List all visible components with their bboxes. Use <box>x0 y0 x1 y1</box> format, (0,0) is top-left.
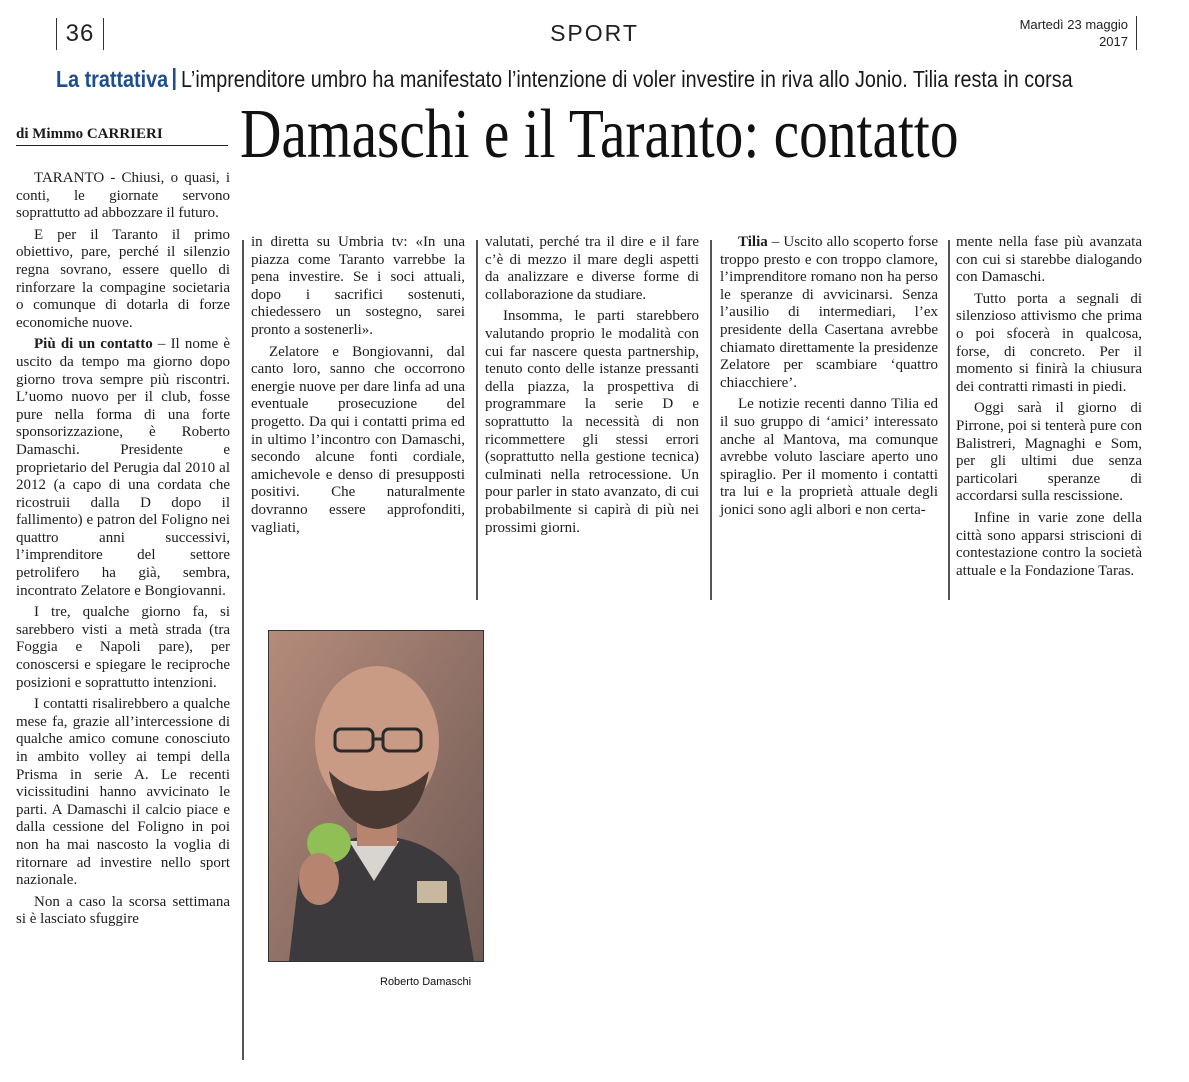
column-rule <box>948 240 950 600</box>
paragraph: I contatti risalirebbero a qualche mese fa, grazie all’intercessione di qualche amico comune conosciuto in ambito volley ai tempi della Prisma in serie A. Le recenti vicissitudini hanno avvicinato le parti. A Damaschi il calcio piace e dalla cessione del Foligno in poi non ha mai nascosto la voglia di ritornare ad investire nello sport nazionale. <box>16 696 230 889</box>
section-title: SPORT <box>550 20 639 46</box>
column-rule <box>242 240 244 1060</box>
byline: di Mimmo CARRIERI <box>16 126 228 146</box>
headline: Damaschi e il Taranto: contatto <box>240 96 959 173</box>
photo-caption: Roberto Damaschi <box>380 976 472 988</box>
photo-roberto-damaschi <box>268 630 484 962</box>
kicker-separator <box>173 68 176 90</box>
paragraph: in diretta su Umbria tv: «In una piazza come Taranto varrebbe la pena investire. Se i soci attuali, dopo i sacrifici sostenuti, chiedessero un sostegno, sarei pronto a sostenerli». <box>251 234 465 338</box>
paragraph <box>16 336 230 600</box>
kicker-text: L’imprenditore umbro ha manifestato l’intenzione di voler investire in riva allo Jonio. Tilia resta in corsa <box>181 66 1073 92</box>
paragraph: TARANTO - Chiusi, o quasi, i conti, le giornate servono soprattutto ad abbozzare il futuro. <box>16 170 230 222</box>
column-rule <box>476 240 478 600</box>
portrait-illustration <box>269 631 483 961</box>
paragraph: Tutto porta a segnali di silenzioso attivismo che prima o poi sfocerà in qualcosa, forse, di concreto. Per il momento si finirà la chiusura dei contratti rimasti in piedi. <box>956 290 1142 395</box>
date-line-1: Martedì 23 maggio <box>1019 17 1128 32</box>
subhead-tilia: Tilia <box>738 234 768 250</box>
article-column-4 <box>720 234 938 524</box>
paragraph: E per il Taranto il primo obiettivo, pare, perché il silenzio regna sovrano, essere quello di rinforzare la compagine societaria o comunque di dotarla di forze economiche nuove. <box>16 226 230 331</box>
kicker-lead: La trattativa <box>56 66 169 92</box>
paragraph: mente nella fase più avanzata con cui si starebbe dialogando con Damaschi. <box>956 234 1142 286</box>
paragraph: Infine in varie zone della città sono apparsi striscioni di contestazione contro la società attuale e la Fondazione Taras. <box>956 509 1142 579</box>
article-column-2 <box>251 234 465 541</box>
paragraph <box>720 234 938 392</box>
paragraph: Oggi sarà il giorno di Pirrone, poi si tenterà pure con Balistreri, Magnaghi e Som, per gli ultimi due senza particolari speranze di accordarsi sulla rescissione. <box>956 400 1142 505</box>
column-rule <box>710 240 712 600</box>
article-column-5 <box>956 234 1142 584</box>
paragraph: I tre, qualche giorno fa, si sarebbero visti a metà strada (tra Foggia e Napoli pare), per conoscersi e spiegare le reciproche posizioni e soprattutto intenzioni. <box>16 604 230 691</box>
publication-date <box>990 16 1137 50</box>
article-column-1 <box>16 170 230 933</box>
kicker <box>56 64 1073 94</box>
paragraph-text: – Uscito allo scoperto forse troppo presto e con troppo clamore, l’imprenditore romano non ha perso le speranze di avvicinarsi. Senza l’ausilio di intermediari, l’ex presidente della Casertana avrebbe chiamato direttamente la presidenze Zelatore per scambiare ‘quattro chiacchiere’. <box>720 234 938 391</box>
subhead-piu-di-un-contatto: Più di un contatto <box>34 336 153 353</box>
paragraph-text: – Il nome è uscito da tempo ma giorno dopo giorno trova sempre più riscontri. L’uomo nuovo per il club, fosse pure nella forma di una forte sponsorizzazione, è Roberto Damaschi. Presidente e proprietario del Perugia dal 2010 al 2012 (a capo di una cordata che ricostruii dalla D dopo il fallimento) e patron del Foligno nei quattro anni successivi, l’imprenditore del settore petrolifero ha già, sembra, incontrato Zelatore e Bongiovanni. <box>16 336 230 599</box>
paragraph: valutati, perché tra il dire e il fare c’è di mezzo il mare degli aspetti da analizzare e diverse forme di collaborazione da studiare. <box>485 234 699 303</box>
paragraph: Le notizie recenti danno Tilia ed il suo gruppo di ‘amici’ interessato anche al Mantova, ma comunque avrebbe voluto lasciare aperto uno spiraglio. Per il momento i contatti tra lui e la proprietà attuale degli jonici sono agli albori e non certa- <box>720 396 938 518</box>
paragraph: Non a caso la scorsa settimana si è lasciato sfuggire <box>16 893 230 928</box>
date-line-2: 2017 <box>1099 34 1128 49</box>
paragraph: Insomma, le parti starebbero valutando proprio le modalità con cui far nascere questa partnership, tenuto conto delle istanze pressanti della piazza, la prospettiva di programmare la serie D e soprattutto la necessità di non ricommettere gli stessi errori (soprattutto nella gestione tecnica) culminati nella retrocessione. Un pour parler in stato avanzato, di cui probabilmente si capirà di più nei prossimi giorni. <box>485 308 699 536</box>
paragraph: Zelatore e Bongiovanni, dal canto loro, sanno che occorrono energie nuove per dare linfa ad una eventuale prosecuzione del progetto. Da qui i contatti prima ed in ultimo l’incontro con Damaschi, secondo alcune fonti cordiale, amichevole e denso di presupposti positivi. Che naturalmente dovranno essere approfonditi, vagliati, <box>251 343 465 536</box>
article-column-3 <box>485 234 699 541</box>
page-number: 36 <box>56 18 104 50</box>
